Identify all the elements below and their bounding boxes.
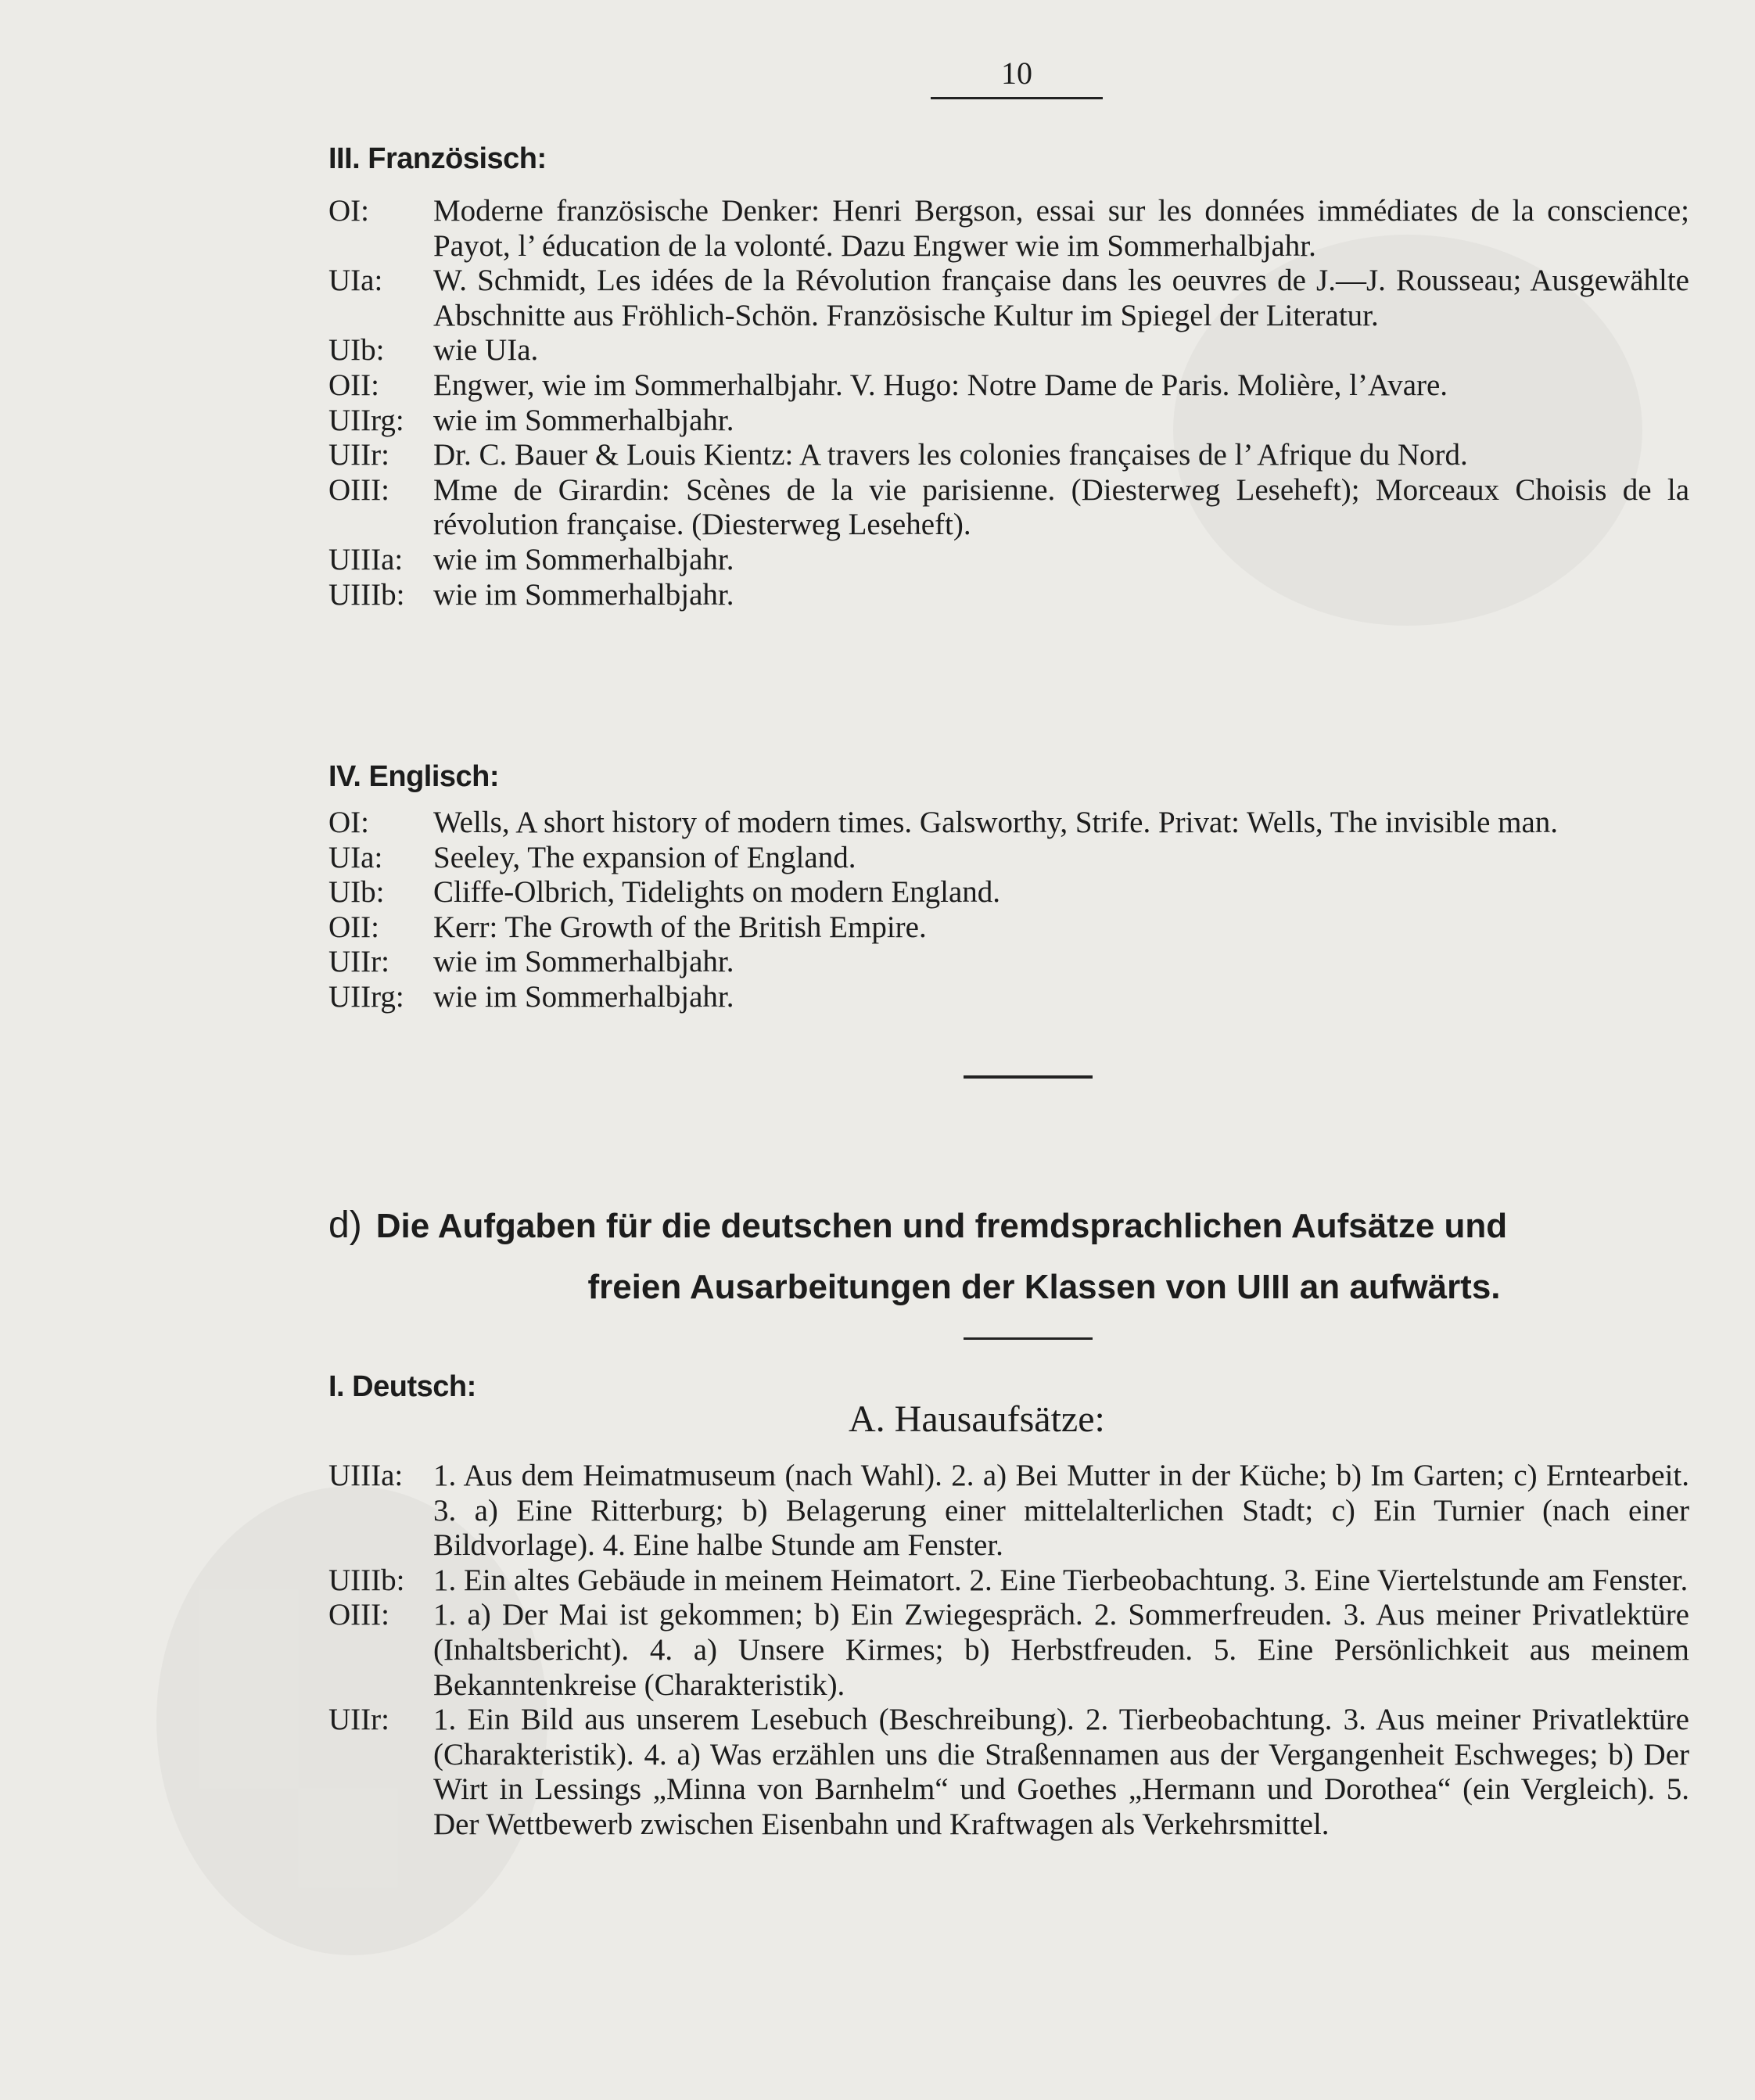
french-entry: [328, 473, 1689, 543]
entry-text: wie im Sommerhalbjahr.: [433, 945, 734, 979]
french-entry: [328, 578, 1689, 613]
class-label: UIIIb:: [328, 1563, 405, 1597]
entry-text: 1. a) Der Mai ist gekommen; b) Ein Zwiegespräch. 2. Sommerfreuden. 3. Aus meiner Privatlektüre (Inhaltsbericht). 4. a) Unsere Kirmes; b) Herbstfreuden. 5. Eine Persönlichkeit aus meinem Bekanntenkreise (Charakteristik).: [433, 1598, 1689, 1702]
english-entry: [328, 980, 1689, 1015]
french-entry: [328, 333, 1689, 368]
class-label: UIIrg:: [328, 403, 404, 437]
entry-text: W. Schmidt, Les idées de la Révolution française dans les oeuvres de J.—J. Rousseau; Ausgewählte Abschnitte aus Fröhlich-Schön. Französische Kultur im Spiegel der Literatur.: [433, 264, 1689, 332]
class-label: OIII:: [328, 472, 389, 507]
entry-text: Engwer, wie im Sommerhalbjahr. V. Hugo: Notre Dame de Paris. Molière, l’Avare.: [433, 368, 1448, 402]
entry-text: wie UIa.: [433, 333, 539, 368]
french-entry: [328, 194, 1689, 264]
class-label: OI:: [328, 194, 369, 228]
french-heading: III. Französisch:: [328, 142, 547, 175]
class-label: UIb:: [328, 333, 385, 368]
section-d-marker: d): [328, 1204, 362, 1246]
french-entry: [328, 438, 1689, 473]
french-list: [328, 194, 1689, 612]
entry-text: 1. Aus dem Heimatmuseum (nach Wahl). 2. a) Bei Mutter in der Küche; b) Im Garten; c) Erntearbeit. 3. a) Eine Ritterburg; b) Belagerung einer mittelalterlichen Stadt; c) Ein Turnier (nach einer Bildvorlage). 4. Eine halbe Stunde am Fenster.: [433, 1459, 1689, 1563]
german-entry: [328, 1563, 1689, 1599]
entry-text: Mme de Girardin: Scènes de la vie parisienne. (Diesterweg Leseheft); Morceaux Choisis de la révolution française. (Diesterweg Leseheft).: [433, 472, 1689, 542]
class-label: OII:: [328, 910, 379, 944]
class-label: UIIIa:: [328, 542, 404, 576]
french-entry: [328, 264, 1689, 333]
entry-text: Wells, A short history of modern times. Galsworthy, Strife. Privat: Wells, The invisible man.: [433, 806, 1559, 839]
entry-text: Kerr: The Growth of the British Empire.: [433, 910, 927, 944]
german-entry: [328, 1598, 1689, 1703]
class-label: OI:: [328, 806, 369, 839]
entry-text: Moderne französische Denker: Henri Bergson, essai sur les données immédiates de la conscience; Payot, l’ éducation de la volonté. Dazu Engwer wie im Sommerhalbjahr.: [433, 194, 1689, 263]
section-d-title-line1: Die Aufgaben für die deutschen und fremdsprachlichen Aufsätze und: [375, 1207, 1508, 1245]
section-d-rule: [964, 1337, 1093, 1340]
french-entry: [328, 368, 1689, 404]
section-divider: [964, 1075, 1093, 1079]
class-label: OII:: [328, 368, 379, 402]
entry-text: Seeley, The expansion of England.: [433, 840, 856, 874]
entry-text: 1. Ein altes Gebäude in meinem Heimatort. 2. Eine Tierbeobachtung. 3. Eine Viertelstunde am Fenster.: [433, 1563, 1689, 1597]
english-entry: [328, 945, 1689, 980]
entry-text: wie im Sommerhalbjahr.: [433, 403, 734, 437]
entry-text: wie im Sommerhalbjahr.: [433, 979, 734, 1014]
section-d-title-line2: freien Ausarbeitungen der Klassen von UIII an aufwärts.: [587, 1268, 1501, 1306]
entry-text: wie im Sommerhalbjahr.: [433, 577, 734, 612]
french-entry: [328, 404, 1689, 439]
class-label: UIIr:: [328, 1703, 389, 1737]
page-number: 10: [1001, 56, 1032, 91]
class-label: UIIIa:: [328, 1459, 404, 1492]
english-entry: [328, 910, 1689, 946]
hausaufsaetze-heading: A. Hausaufsätze:: [849, 1398, 1105, 1440]
german-list: [328, 1459, 1689, 1843]
german-entry: [328, 1459, 1689, 1563]
class-label: UIIr:: [328, 945, 389, 979]
entry-text: wie im Sommerhalbjahr.: [433, 542, 734, 576]
english-heading: IV. Englisch:: [328, 760, 500, 793]
german-heading: I. Deutsch:: [328, 1370, 476, 1403]
class-label: UIIrg:: [328, 979, 404, 1014]
entry-text: 1. Ein Bild aus unserem Lesebuch (Beschreibung). 2. Tierbeobachtung. 3. Aus meiner Privatlektüre (Charakteristik). 4. a) Was erzählen uns die Straßennamen aus der Vergangenheit Eschweges; b) Der Wirt in Lessings „Minna von Barnhelm“ und Goethes „Hermann und Dorothea“ (ein Vergleich). 5. Der Wettbewerb zwischen Eisenbahn und Kraftwagen als Verkehrsmittel.: [433, 1703, 1689, 1841]
section-d-heading: [328, 1195, 1689, 1318]
page-number-rule: [931, 97, 1103, 99]
french-entry: [328, 543, 1689, 578]
class-label: UIa:: [328, 840, 383, 874]
class-label: UIIr:: [328, 438, 389, 472]
english-list: [328, 806, 1689, 1015]
german-entry: [328, 1703, 1689, 1842]
english-entry: [328, 875, 1689, 910]
class-label: OIII:: [328, 1598, 389, 1632]
class-label: UIa:: [328, 264, 383, 298]
english-entry: [328, 806, 1689, 841]
class-label: UIIIb:: [328, 577, 405, 612]
entry-text: Cliffe-Olbrich, Tidelights on modern England.: [433, 875, 1001, 910]
entry-text: Dr. C. Bauer & Louis Kientz: A travers les colonies françaises de l’ Afrique du Nord.: [433, 438, 1468, 472]
english-entry: [328, 841, 1689, 876]
class-label: UIb:: [328, 875, 385, 910]
